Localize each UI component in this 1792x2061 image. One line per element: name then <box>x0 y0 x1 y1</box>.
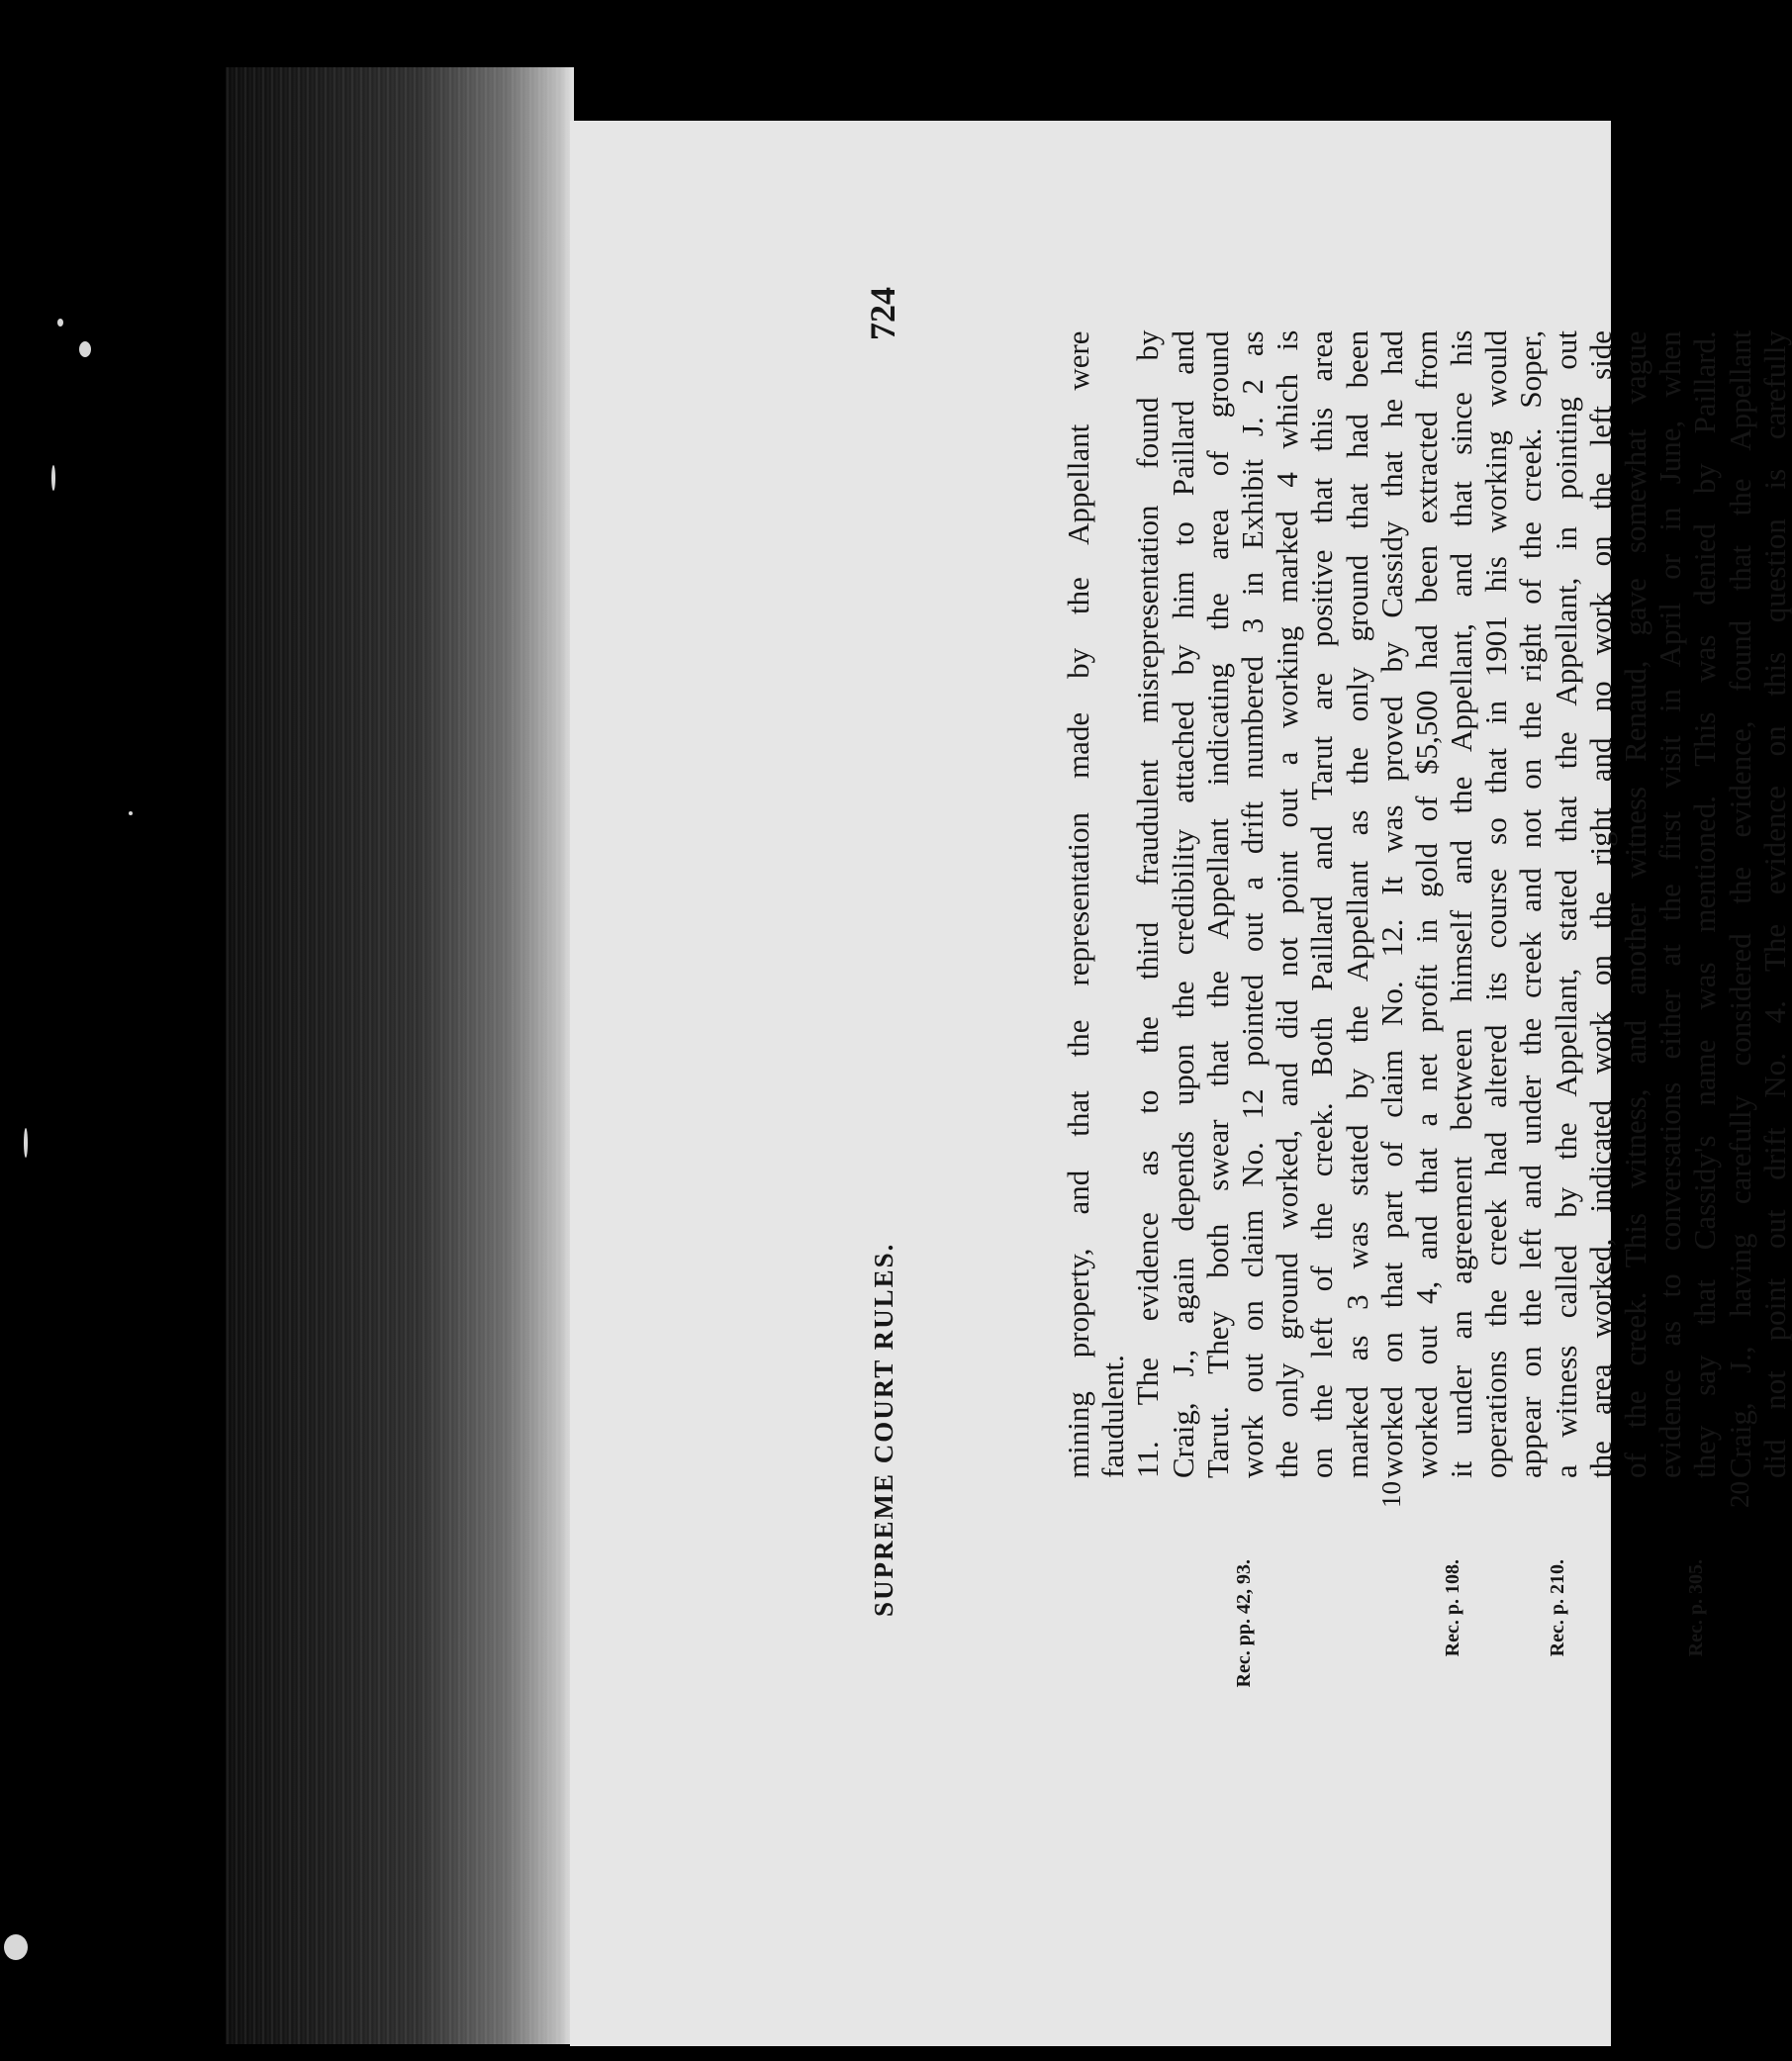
dust-speck <box>4 1934 28 1960</box>
running-head <box>863 287 922 2040</box>
dust-speck <box>129 811 133 815</box>
line-text: Craig, J., again depends upon the credibility attached by him to Paillard and <box>1165 330 1200 1478</box>
line-text: worked out 4, and that a net profit in gold of $5,500 had been extracted from <box>1408 329 1444 1478</box>
text-line <box>1166 299 1200 2040</box>
body-text <box>1061 299 1792 2040</box>
dust-speck <box>24 1128 28 1158</box>
text-line <box>1513 299 1548 2040</box>
line-text: Tarut. They both swear that the Appellant indicating the area of ground <box>1199 330 1235 1478</box>
line-text: the only ground worked, and did not point out a working marked 4 which is <box>1270 329 1305 1478</box>
record-reference-note: Rec. p. 210. <box>1546 1559 1568 1657</box>
line-text: did not point out drift No. 4. The evidence on this question is carefully <box>1756 329 1792 1478</box>
text-line <box>1270 299 1304 2040</box>
line-text: mining property, and that the representation made by the Appellant were <box>1061 330 1095 1478</box>
dust-speck <box>51 465 55 491</box>
line-text: evidence as to conversations either at the first visit in April or in June, when <box>1652 330 1688 1478</box>
record-reference-note: Rec. pp. 42, 93. <box>1232 1559 1255 1688</box>
text-line <box>1583 299 1618 2040</box>
text-line <box>1340 299 1374 2040</box>
line-text: it under an agreement between himself and the Appellant, and that since his <box>1444 329 1479 1478</box>
text-line <box>1687 299 1722 2040</box>
text-line <box>1478 299 1513 2040</box>
page-edge-strip <box>226 67 574 2044</box>
text-line <box>1757 299 1792 2040</box>
text-line <box>1130 299 1165 2040</box>
text-line <box>1409 299 1444 2040</box>
record-reference-note: Rec. p. 108. <box>1442 1559 1464 1657</box>
dust-speck <box>57 319 63 327</box>
text-line <box>1061 299 1095 2040</box>
running-title: SUPREME COURT RULES. <box>869 1242 898 1617</box>
text-line <box>1304 299 1339 2040</box>
line-text: a witness called by the Appellant, stated that the Appellant, in pointing out <box>1548 330 1583 1478</box>
line-number: 20 <box>1724 1481 1754 1508</box>
page-number: 724 <box>863 287 902 340</box>
record-reference-note: Rec. p. 305. <box>1685 1559 1708 1657</box>
line-number: 10 <box>1375 1481 1406 1508</box>
line-text: of the creek. This witness, and another witness Renaud, gave somewhat vague <box>1618 330 1652 1478</box>
line-text: 11. The evidence as to the third fraudulent misrepresentation found by <box>1130 329 1166 1478</box>
text-line <box>1723 299 1757 2040</box>
line-text: operations the creek had altered its course so that in 1901 his working would <box>1478 329 1514 1478</box>
line-text: Craig, J., having carefully considered the evidence, found that the Appellant <box>1722 329 1757 1478</box>
dust-speck <box>79 341 91 357</box>
line-text: the area worked, indicated work on the right and no work on the left side <box>1582 329 1618 1478</box>
text-line <box>1200 299 1235 2040</box>
line-text: work out on claim No. 12 pointed out a drift numbered 3 in Exhibit J. 2 as <box>1234 330 1270 1478</box>
line-text: worked on that part of claim No. 12. It was proved by Cassidy that he had <box>1373 330 1409 1478</box>
text-line <box>1095 299 1130 2040</box>
text-line <box>1232 299 1270 2040</box>
page-text-block <box>863 287 1792 2040</box>
line-text: faudulent. <box>1095 1355 1131 1478</box>
text-line <box>1546 299 1583 2040</box>
line-text: on the left of the creek. Both Paillard and Tarut are positive that this area <box>1304 330 1340 1478</box>
text-line <box>1618 299 1652 2040</box>
text-line <box>1374 299 1409 2040</box>
line-text: marked as 3 was stated by the Appellant as the only ground that had been <box>1339 329 1374 1478</box>
line-text: appear on the left and under the creek and not on the right of the creek. Soper, <box>1513 329 1549 1478</box>
line-text: they say that Cassidy's name was mentioned. This was denied by Paillard. <box>1687 330 1723 1478</box>
text-line <box>1652 299 1687 2040</box>
text-line <box>1444 299 1478 2040</box>
